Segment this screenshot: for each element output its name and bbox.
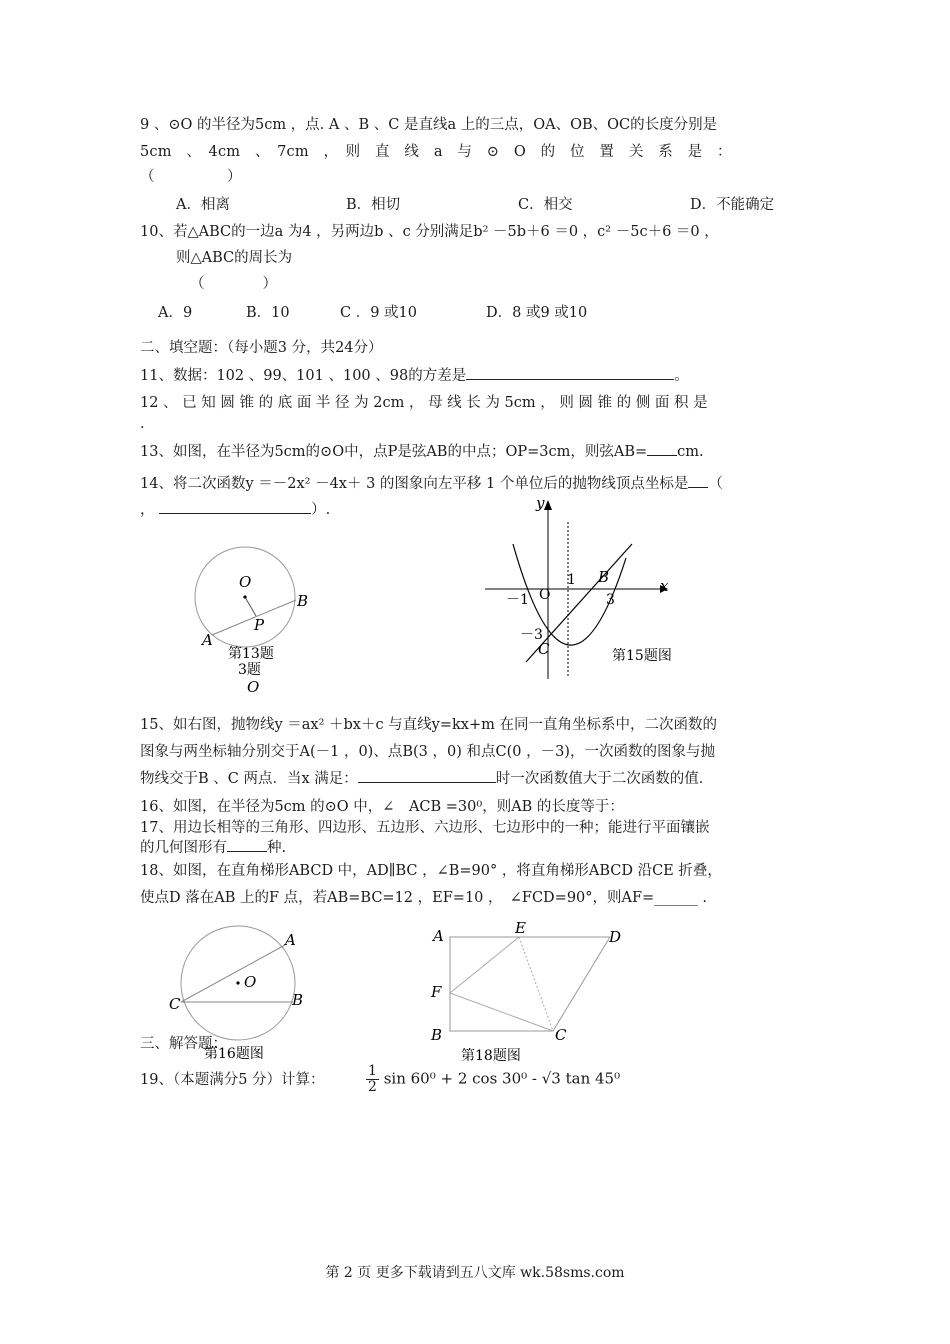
q14-line1	[140, 474, 723, 494]
q19-expression: sin 60⁰ + 2 cos 30⁰ - √3 tan 45⁰	[383, 1069, 621, 1088]
fig13-caption-3: O	[247, 678, 260, 696]
figure-13	[190, 540, 320, 700]
q11	[140, 366, 689, 386]
figure-15	[480, 494, 720, 684]
q10-option-b: B．10	[246, 305, 290, 321]
fig15-label-1: 1	[567, 572, 576, 588]
fig18-label-d: D	[609, 928, 622, 946]
q15-line3-text: 物线交于B 、C 两点．当x 满足：	[140, 771, 358, 787]
fig13-center-dot	[243, 595, 246, 598]
q14-comma: ，	[140, 502, 155, 518]
q13-end: cm.	[677, 444, 704, 460]
fig18-label-c: C	[555, 1026, 567, 1044]
q14-blank-a	[688, 487, 708, 488]
q11-answer-blank	[466, 379, 674, 380]
fig18-trapezoid	[450, 937, 610, 1031]
q13	[140, 442, 704, 462]
q9-option-c: C．相交	[518, 197, 573, 213]
q9-option-d: D．不能确定	[690, 197, 775, 213]
q16: 16、如图，在半径为5cm 的⊙O 中，∠ ACB =30⁰，则AB 的长度等于：	[140, 799, 624, 815]
q15-line2: 图象与两坐标轴分别交于A(－1 ，0)、点B(3 ，0) 和点C(0 ，－3)，一次函数的图象与抛	[140, 744, 715, 760]
fig13-label-b: B	[297, 592, 309, 610]
fig16-label-a: A	[285, 931, 296, 949]
section-3-heading: 三、解答题：	[140, 1036, 227, 1052]
fig15-caption: 第15题图	[612, 648, 672, 664]
q12-line1: 12 、 已 知 圆 锥 的 底 面 半 径 为 2cm ， 母 线 长 为 5cm ， 则 圆 锥 的 侧 面 积 是	[140, 395, 708, 411]
q10-line1: 10、若△ABC的一边a 为4 ，另两边b 、c 分别满足b² －5b＋6 ＝0 ，c² －5c＋6 ＝0 ，	[140, 224, 719, 240]
q11-text: 11、数据：102 、99、101 、100 、98的方差是	[140, 368, 467, 384]
q18-line1: 18、如图，在直角梯形ABCD 中，AD∥BC ，∠B=90° ，将直角梯形ABCD 沿CE 折叠，	[140, 863, 722, 879]
fig15-label-o: O	[539, 587, 551, 603]
q17-text: 的几何图形有	[140, 840, 227, 856]
q9-paren: （ ）	[140, 169, 242, 185]
q19-fraction	[366, 1064, 379, 1095]
q9-option-b: B．相切	[346, 197, 401, 213]
fig16-label-b: B	[292, 991, 304, 1009]
fig16-chord-ca	[181, 945, 285, 1002]
fig15-label-y: y	[536, 494, 545, 512]
fig13-label-o: O	[239, 573, 252, 591]
fig13-segment-op	[245, 597, 256, 616]
q13-answer-blank	[647, 455, 677, 456]
q19-text: 19、（本题满分5 分）计算：	[140, 1072, 325, 1088]
q17-end: 种.	[267, 840, 287, 856]
q19-fraction-numerator: 1	[368, 1063, 377, 1079]
q9-option-a: A．相离	[176, 197, 230, 213]
q14-end1: （	[708, 476, 723, 492]
fig16-caption: 第16题图	[204, 1046, 264, 1062]
q10-option-a: A．9	[158, 305, 193, 321]
page-footer: 第 2 页 更多下载请到五八文库 wk.58sms.com	[325, 1265, 625, 1281]
q14-end2: ）.	[311, 502, 331, 518]
q17-line2	[140, 838, 286, 858]
q14-line2	[140, 500, 330, 520]
fig18-label-f: F	[431, 983, 442, 1001]
fig15-label-3: 3	[606, 592, 615, 608]
fig18-caption: 第18题图	[461, 1048, 521, 1064]
q14-text: 14、将二次函数y ＝－2x² －4x＋ 3 的图象向左平移 1 个单位后的抛物线顶点坐标是	[140, 476, 689, 492]
q15-line1: 15、如右图，抛物线y ＝ax² ＋bx＋c 与直线y=kx+m 在同一直角坐标系中，二次函数的	[140, 717, 717, 733]
fig18-segment-fe	[450, 937, 519, 993]
q13-text: 13、如图，在半径为5cm的⊙O中，点P是弦AB的中点；OP=3cm，则弦AB=	[140, 444, 648, 460]
q9-line2: 5cm 、 4cm 、 7cm ， 则 直 线 a 与 ⊙ O 的 位 置 关 系 是 ：	[140, 144, 732, 160]
fig15-y-arrow	[544, 500, 552, 510]
fig13-caption-2: 3题	[238, 662, 261, 678]
fig18-segment-fc	[450, 993, 553, 1031]
fig15-label-b: B	[598, 568, 610, 586]
fig15-label-x: x	[660, 577, 669, 595]
fig13-label-a: A	[202, 631, 213, 649]
fig18-label-a: A	[433, 927, 444, 945]
figure-18	[420, 918, 640, 1068]
q17-line1: 17、用边长相等的三角形、四边形、五边形、六边形、七边形中的一种；能进行平面镶嵌	[140, 820, 710, 836]
q10-paren: （ ）	[190, 276, 277, 292]
fig15-label-c: C	[538, 640, 550, 658]
q10-option-d: D．8 或9 或10	[486, 305, 588, 321]
fig18-label-b: B	[431, 1026, 443, 1044]
q15-line3-end: 时一次函数值大于二次函数的值．	[495, 771, 714, 787]
fig16-center-dot	[236, 981, 239, 984]
fig13-label-p: P	[254, 616, 265, 634]
section-2-heading: 二、填空题：（每小题3 分，共24分）	[140, 340, 383, 356]
q11-end: 。	[674, 368, 689, 384]
q15-answer-blank	[358, 782, 496, 783]
fig18-fold-line-ce	[519, 937, 553, 1031]
q18-line2: 使点D 落在AB 上的F 点，若AB=BC=12 ，EF=10 ， ∠FCD=90°，则AF=______ .	[140, 890, 707, 906]
q14-blank-b	[159, 513, 311, 514]
fig18-label-e: E	[515, 919, 526, 937]
q19-formula	[366, 1064, 620, 1095]
q10-option-c: C ．9 或10	[340, 305, 417, 321]
q15-line3	[140, 769, 713, 789]
q17-answer-blank	[227, 851, 267, 852]
q10-line2: 则△ABC的周长为	[176, 250, 293, 266]
q9-line1: 9 、⊙O 的半径为5cm ，点. A 、B 、C 是直线a 上的三点，OA、OB、OC的长度分别是	[140, 117, 718, 133]
fig15-label-neg3: －3	[520, 627, 543, 643]
q19-fraction-denominator: 2	[368, 1079, 377, 1095]
fig15-label-neg1: －1	[506, 592, 529, 608]
q12-line2: .	[140, 416, 145, 432]
fig13-caption: 第13题	[228, 646, 274, 662]
fig16-label-o: O	[244, 973, 257, 991]
fig16-label-c: C	[169, 995, 181, 1013]
